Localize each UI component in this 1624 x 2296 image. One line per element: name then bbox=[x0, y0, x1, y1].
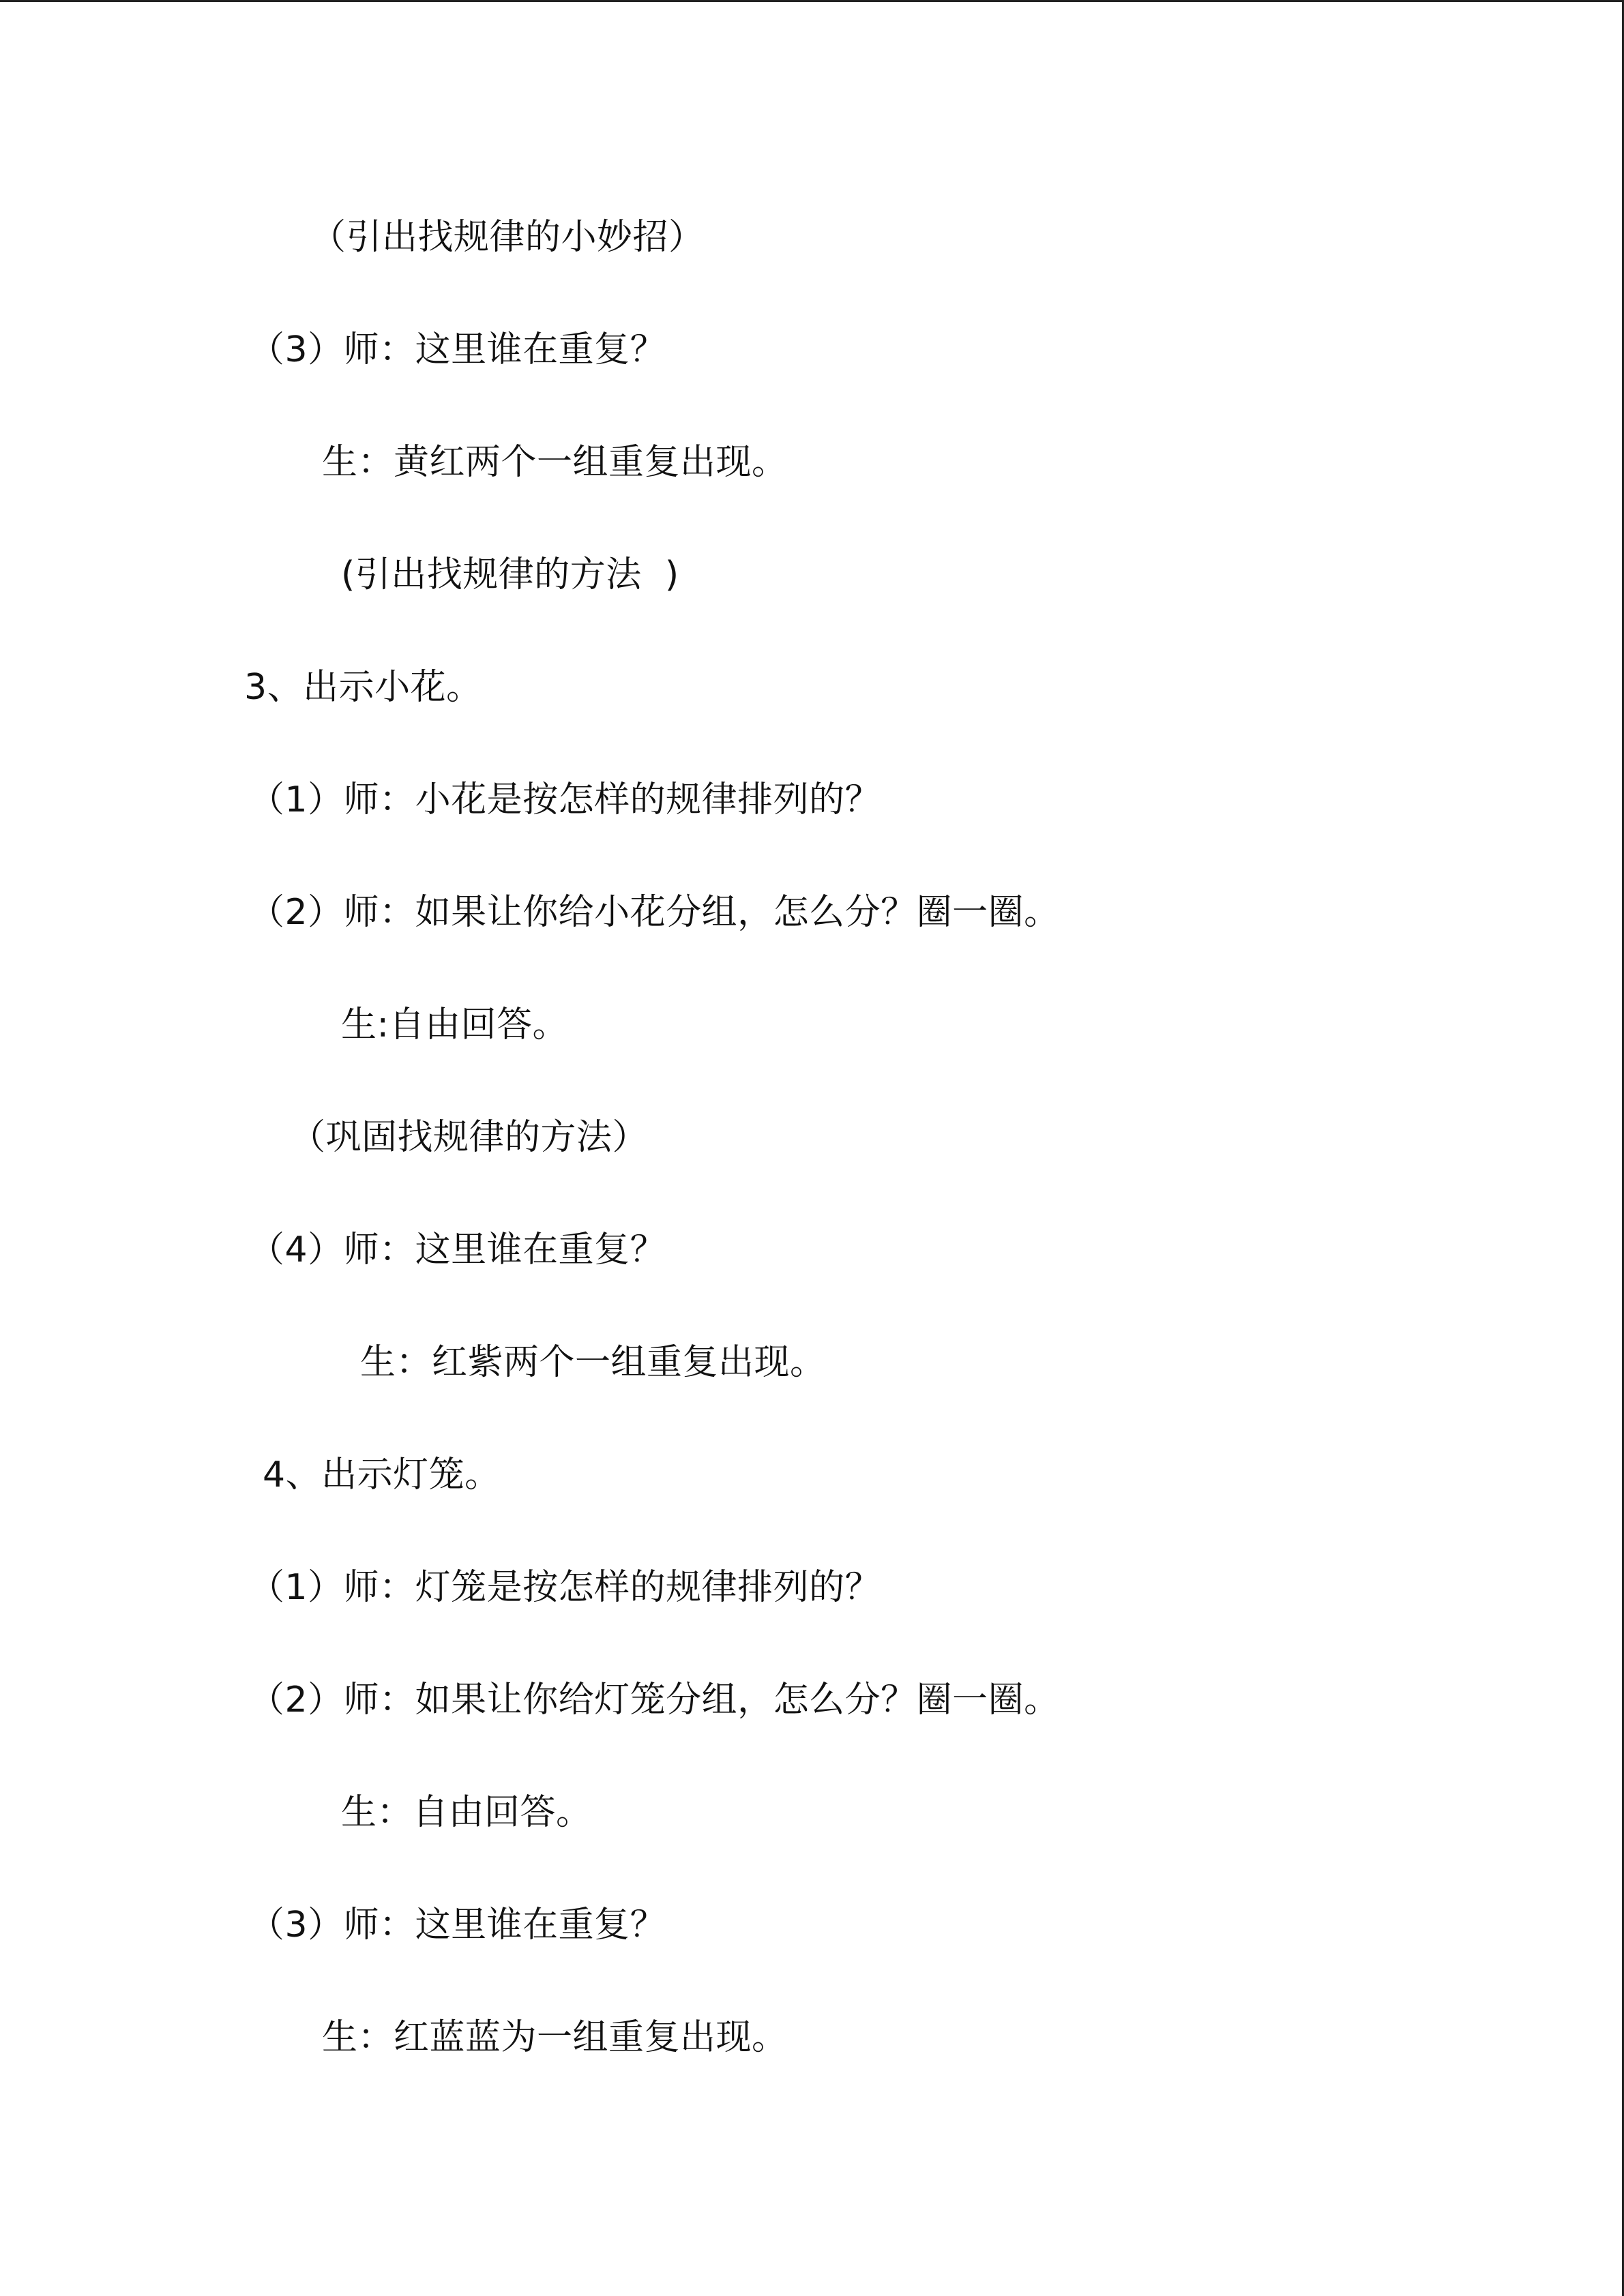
student-answer-line: 生：自由回答。 bbox=[341, 1792, 592, 1833]
section-heading: 4、出示灯笼。 bbox=[263, 1455, 501, 1495]
teacher-question-line: （1）师：灯笼是按怎样的规律排列的？ bbox=[249, 1567, 881, 1608]
student-answer-line: 生：红蓝蓝为一组重复出现。 bbox=[322, 2017, 788, 2058]
annotation-line: （巩固找规律的方法） bbox=[290, 1117, 649, 1158]
student-answer-line: 生：黄红两个一组重复出现。 bbox=[322, 442, 788, 483]
student-answer-line: 生：红紫两个一组重复出现。 bbox=[360, 1342, 826, 1383]
teacher-question-line: （3）师：这里谁在重复？ bbox=[249, 329, 666, 370]
teacher-question-line: （4）师：这里谁在重复？ bbox=[249, 1229, 666, 1270]
teacher-question-line: （2）师：如果让你给灯笼分组，怎么分？圈一圈。 bbox=[249, 1680, 1060, 1720]
student-answer-line: 生:自由回答。 bbox=[341, 1004, 569, 1045]
page-top-border bbox=[0, 0, 1624, 2]
teacher-question-line: （2）师：如果让你给小花分组，怎么分？圈一圈。 bbox=[249, 892, 1060, 933]
teacher-question-line: （1）师：小花是按怎样的规律排列的？ bbox=[249, 779, 881, 820]
section-heading: 3、出示小花。 bbox=[244, 667, 482, 708]
teacher-question-line: （3）师：这里谁在重复？ bbox=[249, 1905, 666, 1945]
annotation-line: (引出找规律的方法 ) bbox=[341, 554, 679, 595]
annotation-line: （引出找规律的小妙招） bbox=[310, 217, 705, 258]
